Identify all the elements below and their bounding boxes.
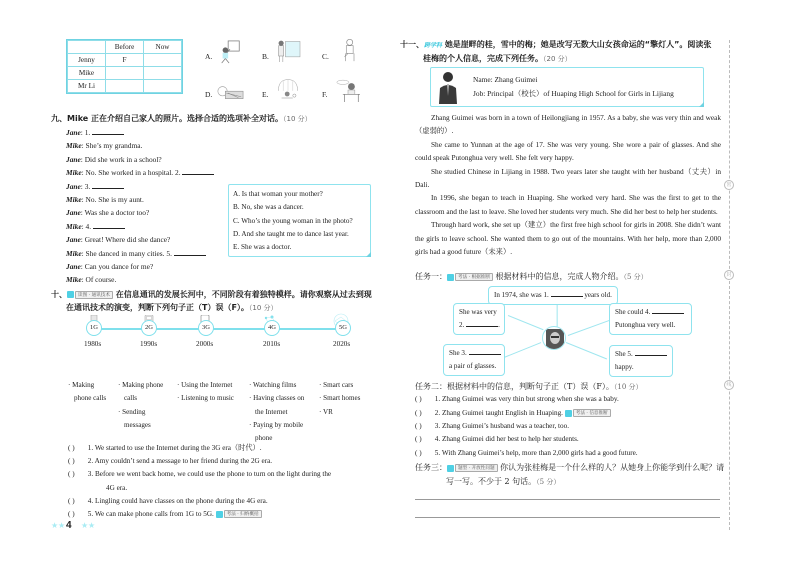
statement-text: 3. Before we went back home, we could use the phone to turn on the light during the	[87, 470, 332, 478]
reading-passage	[415, 111, 721, 258]
box-text: She 3.	[449, 349, 469, 357]
dialogue-line	[66, 247, 214, 260]
center-portrait	[542, 326, 566, 350]
statement-text: 2. Zhang Guimei taught English in Huaping.	[434, 409, 563, 417]
statement-text: 4. Lingling could have classes on the phone during the 4G era.	[87, 497, 268, 505]
answer-blank-2[interactable]	[466, 319, 498, 327]
corner-decoration-icon	[366, 252, 371, 257]
mindmap-box-left-top	[453, 303, 505, 335]
dialogue-text: : 3.	[80, 181, 93, 191]
feature-item: phone	[255, 434, 273, 443]
picture-label-b: B.	[262, 52, 269, 61]
badge-icon	[565, 410, 572, 417]
task-2-title	[415, 381, 643, 392]
true-false-statement	[68, 443, 262, 453]
question-11-title	[400, 39, 711, 50]
question-badge: 读图 · 通讯技术	[75, 291, 113, 299]
answer-parenthesis[interactable]: ( )	[415, 422, 422, 430]
side-char-line: 线	[724, 380, 734, 390]
passage-paragraph: Through hard work, she set up（建立）the first free high school for girls in 2008. She didn’t want the girls to leave school. She wanted them to go out of the mountains. With her help, more than 2,000 girls had a good future（未来）.	[415, 220, 721, 257]
answer-blank-1[interactable]	[551, 289, 583, 297]
question-text: Mike 正在介绍自己家人的照片。选择合适的选项补全对话。	[67, 114, 284, 123]
profile-card	[430, 67, 704, 107]
badge-icon	[216, 511, 223, 518]
answer-blank[interactable]	[92, 127, 124, 135]
dialogue-text: : 1.	[80, 128, 93, 137]
answer-parenthesis[interactable]: ( )	[68, 510, 75, 518]
features-4g	[249, 379, 304, 445]
task-badge: 考法 · 根据推断	[455, 273, 493, 281]
dialogue-line	[66, 153, 214, 166]
table-cell-name: Mr Li	[68, 80, 106, 93]
question-number: 十一、	[400, 40, 424, 49]
answer-blank[interactable]	[182, 167, 214, 175]
features-1g	[68, 379, 106, 406]
question-text: 她是崖畔的桂，雪中的梅；她是改写无数大山女孩命运的“擎灯人”。阅读张	[444, 40, 712, 49]
question-number: 九、	[51, 114, 67, 123]
gen-node-4g: 4G	[264, 320, 280, 336]
person-sitting-chair-picture-icon	[334, 38, 362, 62]
badge-icon	[447, 274, 454, 281]
gen-node-2g: 2G	[141, 320, 157, 336]
mindmap-box-right-top	[609, 303, 692, 335]
statement-text: 1. We started to use the Internet during the 3G era（时代）.	[87, 444, 262, 452]
task-text: 你认为张桂梅是一个什么样的人？从她身上你能学到什么呢？请	[500, 463, 725, 472]
table-cell-name: Mike	[68, 67, 106, 80]
task-score: （5 分）	[623, 273, 648, 281]
children-playing-picture-icon	[274, 78, 302, 102]
answer-parenthesis[interactable]: ( )	[68, 444, 75, 452]
feature-item: · Paying by mobile	[249, 420, 304, 429]
dialogue-line	[66, 206, 214, 219]
table-row	[68, 54, 182, 67]
picture-label-f: F.	[322, 90, 328, 99]
dialogue-text: : Great! Where did she dance?	[80, 235, 171, 245]
answer-blank[interactable]	[93, 221, 125, 229]
question-badge: 跨学科	[424, 42, 443, 49]
true-false-statement	[415, 409, 611, 417]
speaker-name: Jane	[66, 181, 81, 191]
task-text: 根据材料中的信息，完成人物介绍。	[495, 272, 624, 281]
table-header-empty	[68, 41, 106, 54]
statement-badge: 考法 · 归纳概括	[224, 510, 262, 518]
task-1-title	[415, 271, 648, 282]
writing-line[interactable]	[415, 499, 720, 500]
lamp-desk-picture-icon	[216, 82, 244, 106]
option-d: D. And she taught me to dance last year.	[233, 229, 349, 238]
passage-paragraph: She came to Yunnan at the age of 17. She was very young. She wore a pair of glasses. And she could speak Putonghua very well. She felt very happy.	[415, 139, 721, 163]
box-text: years old.	[582, 291, 612, 299]
table-row	[68, 67, 182, 80]
task-3-title	[415, 462, 724, 473]
girl-at-desk-picture-icon	[334, 78, 362, 102]
option-e: E. She was a doctor.	[233, 243, 292, 252]
mindmap-box-right-bottom	[609, 345, 673, 377]
star-icon: ★	[81, 521, 89, 530]
dialogue-line	[66, 233, 214, 246]
speaker-name: Mike	[66, 195, 82, 205]
answer-parenthesis[interactable]: ( )	[415, 395, 422, 403]
picture-label-e: E.	[262, 90, 269, 99]
profile-name: Name: Zhang Guimei	[473, 75, 538, 84]
speaker-name: Jane	[66, 154, 81, 164]
side-char-close: 封	[724, 270, 734, 280]
table-cell-now[interactable]	[144, 67, 182, 80]
timeline-line	[94, 328, 344, 330]
star-icon: ★	[88, 521, 96, 530]
answer-blank[interactable]	[92, 181, 124, 189]
table-cell-now[interactable]	[144, 80, 182, 93]
dialogue-line	[66, 273, 214, 286]
table-cell-before[interactable]	[106, 80, 144, 93]
dialogue-text: : She danced in many cities. 5.	[81, 248, 174, 258]
dialogue-text: : Did she work in a school?	[80, 154, 162, 164]
task-label: 任务二：	[415, 382, 447, 391]
options-box	[228, 184, 371, 257]
dialogue-line	[66, 220, 214, 233]
question-9-title	[51, 113, 312, 124]
table-row	[68, 80, 182, 93]
passage-paragraph: Zhang Guimei was born in a town of Heilongjiang in 1957. As a baby, she was very thin and weak（虚弱的）.	[415, 113, 721, 136]
statement-text: 3. Zhang Guimei’s husband was a teacher, too.	[434, 422, 570, 430]
box-text: a pair of glasses.	[449, 362, 497, 370]
answer-parenthesis[interactable]: ( )	[415, 449, 422, 457]
answer-blank-3[interactable]	[469, 347, 501, 355]
answer-parenthesis[interactable]: ( )	[68, 497, 75, 505]
binding-line	[729, 40, 730, 530]
page-number: 4	[66, 520, 72, 531]
feature-item: · Using the Internet	[177, 381, 233, 389]
answer-parenthesis[interactable]: ( )	[68, 457, 75, 465]
connector-line	[568, 320, 610, 336]
before-now-table	[67, 40, 182, 93]
answer-parenthesis[interactable]: ( )	[415, 435, 422, 443]
statement-text: 1. Zhang Guimei was very thin but strong when she was a baby.	[434, 395, 619, 403]
speaker-name: Mike	[66, 248, 82, 258]
question-score: （10 分）	[248, 304, 278, 312]
connector-line	[504, 342, 542, 358]
speaker-name: Jane	[66, 128, 81, 137]
question-text: 在通讯技术的演变，判断下列句子正（T）误（F）。	[66, 303, 249, 312]
writing-line[interactable]	[415, 517, 720, 518]
feature-item: the Internet	[255, 407, 288, 416]
portrait-photo-icon	[437, 70, 459, 104]
dialogue-text: : Of course.	[81, 275, 117, 285]
question-10-title-line2	[66, 302, 278, 313]
statement-text: 2. Amy couldn’t send a message to her friend during the 2G era.	[87, 457, 273, 465]
statement-badge: 考法 · 信息推断	[573, 409, 611, 417]
dialogue-line	[66, 126, 214, 139]
question-text: 在信息通讯的发展长河中，不同阶段有着独特模样。请你观察从过去到现	[115, 290, 372, 299]
dialogue	[66, 126, 214, 287]
question-number: 十、	[51, 290, 67, 299]
side-char-seal: 密	[724, 180, 734, 190]
true-false-statement	[68, 510, 262, 518]
feature-item: · Having classes on	[249, 394, 305, 403]
table-header-now: Now	[144, 41, 182, 54]
badge-icon	[67, 291, 74, 298]
badge-icon	[447, 465, 454, 472]
statement-text: 5. With Zhang Guimei’s help, more than 2,000 girls had a good future.	[434, 449, 638, 457]
feature-item: · Watching films	[249, 381, 297, 389]
task-score: （10 分）	[613, 383, 643, 391]
mindmap-box-left-bottom	[443, 344, 505, 376]
question-11-title-line2	[423, 53, 572, 64]
decade-label: 2010s	[263, 340, 281, 348]
feature-item: · Smart cars	[319, 381, 354, 389]
speaker-name: Jane	[66, 235, 81, 245]
features-5g	[319, 379, 360, 419]
portrait-photo-icon	[543, 327, 566, 350]
dialogue-text: : 4.	[81, 221, 93, 231]
true-false-statement	[68, 470, 331, 478]
feature-item: · VR	[319, 407, 333, 416]
gen-node-1g: 1G	[86, 320, 102, 336]
answer-blank[interactable]	[174, 248, 206, 256]
true-false-statement	[68, 497, 268, 505]
box-text: In 1974, she was 1.	[494, 291, 551, 299]
statement-text: 4. Zhang Guimei did her best to help her students.	[434, 435, 579, 443]
picture-label-a: A.	[205, 52, 213, 61]
answer-blank-5[interactable]	[635, 348, 667, 356]
teacher-blackboard-picture-icon	[274, 38, 302, 62]
statement-text: 5. We can make phone calls from 1G to 5G.	[87, 510, 214, 518]
speaker-name: Mike	[66, 221, 82, 231]
feature-item: phone calls	[74, 394, 107, 403]
table-header-before: Before	[106, 41, 144, 54]
box-text: .	[498, 321, 500, 329]
question-10-title	[51, 289, 372, 300]
true-false-statement	[415, 435, 579, 443]
dialogue-line	[66, 180, 214, 193]
decade-label: 2020s	[333, 340, 351, 348]
feature-item: · Making phone	[118, 381, 164, 389]
speaker-name: Mike	[66, 168, 82, 178]
true-false-statement	[415, 395, 619, 403]
box-text: She 5.	[615, 350, 635, 358]
answer-blank-4[interactable]	[652, 306, 684, 314]
dialogue-text: : She’s my grandma.	[81, 141, 143, 151]
picture-label-c: C.	[322, 52, 329, 61]
answer-parenthesis[interactable]: ( )	[415, 409, 422, 417]
feature-item: · Smart homes	[319, 394, 361, 403]
speaker-name: Mike	[66, 141, 82, 151]
table-cell-before[interactable]	[106, 67, 144, 80]
dialogue-line	[66, 260, 214, 273]
task-badge: 题型 · 开放性问题	[455, 464, 498, 472]
dialogue-line	[66, 139, 214, 152]
decade-label: 1980s	[84, 340, 102, 348]
box-text: She was very	[459, 308, 497, 316]
box-text: She could 4.	[615, 308, 653, 316]
true-false-statement	[68, 457, 272, 465]
mindmap-box-top	[488, 286, 618, 305]
speaker-name: Mike	[66, 275, 82, 285]
passage-paragraph: She studied Chinese in Lijiang in 1988. Two years later she taught with her husband（丈夫）in Dali.	[415, 166, 721, 190]
gen-node-3g: 3G	[198, 320, 214, 336]
feature-item: calls	[124, 394, 137, 403]
box-text: happy.	[615, 363, 634, 371]
connector-line	[508, 315, 544, 330]
picture-label-d: D.	[205, 90, 213, 99]
corner-decoration-icon	[699, 102, 704, 107]
task-label: 任务一：	[415, 272, 447, 281]
table-cell-before[interactable]: F	[106, 54, 144, 67]
task-3-title-line2	[446, 476, 560, 487]
option-c: C. Who’s the young woman in the photo?	[233, 216, 353, 225]
option-a: A. Is that woman your mother?	[233, 190, 323, 198]
gen-node-5g: 5G	[335, 320, 351, 336]
feature-item: · Making	[68, 381, 95, 389]
task-text: 根据材料中的信息，判断句子正（T）误（F）。	[447, 382, 614, 391]
question-score: （10 分）	[283, 115, 312, 123]
star-icon: ★	[51, 521, 59, 530]
task-label: 任务三：	[415, 463, 447, 472]
decade-label: 2000s	[196, 340, 214, 348]
question-text: 桂梅的个人信息，完成下列任务。	[423, 54, 543, 63]
statement-continuation: 4G era.	[106, 484, 128, 492]
table-cell-name: Jenny	[68, 54, 106, 67]
features-3g	[177, 379, 234, 406]
features-2g	[118, 379, 163, 432]
speaker-name: Jane	[66, 262, 81, 272]
dialogue-text: : Can you dance for me?	[80, 262, 154, 272]
star-icon: ★	[58, 521, 66, 530]
feature-item: · Sending	[118, 407, 146, 416]
decade-label: 1990s	[140, 340, 158, 348]
child-drawing-picture-icon	[216, 40, 244, 64]
true-false-statement	[415, 449, 638, 457]
dialogue-text: : No. She worked in a hospital. 2.	[81, 168, 183, 178]
speaker-name: Jane	[66, 208, 81, 218]
dialogue-line	[66, 193, 214, 206]
question-score: （20 分）	[543, 55, 572, 63]
task-score: （5 分）	[536, 478, 561, 486]
task-text: 写一写。不少于 2 句话。	[446, 477, 537, 486]
true-false-statement	[415, 422, 569, 430]
dialogue-line	[66, 166, 214, 179]
option-b: B. No, she was a dancer.	[233, 203, 304, 212]
table-cell-now[interactable]	[144, 54, 182, 67]
profile-job: Job: Principal（校长）of Huaping High School for Girls in Lijiang	[473, 89, 674, 98]
dialogue-text: : No. She is my aunt.	[81, 195, 144, 205]
answer-parenthesis[interactable]: ( )	[68, 470, 75, 478]
box-text: 2.	[459, 321, 467, 329]
box-text: Putonghua very well.	[615, 321, 676, 329]
dialogue-text: : Was she a doctor too?	[80, 208, 150, 218]
passage-paragraph: In 1996, she began to teach in Huaping. She worked very hard. She was the first to get to the classroom and the last to leave. She loved her students very much. She did her best to help her students.	[415, 193, 721, 216]
connector-line	[566, 342, 607, 360]
feature-item: messages	[124, 420, 151, 429]
feature-item: · Listening to music	[177, 394, 234, 403]
